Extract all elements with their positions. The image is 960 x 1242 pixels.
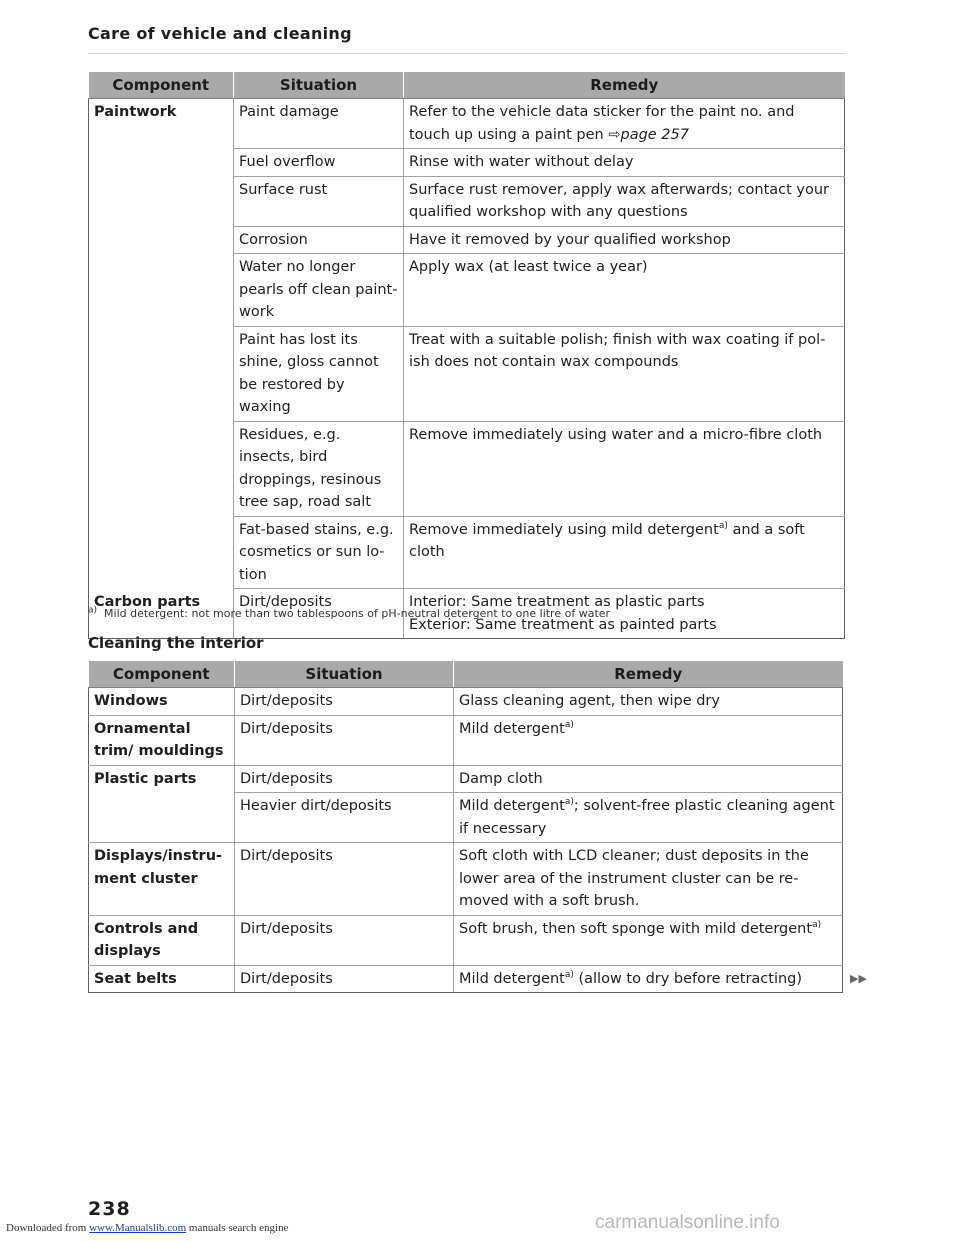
component-windows: Windows: [89, 688, 235, 716]
remedy-text: Mild detergent: [459, 720, 565, 737]
situation-cell: Fat-based stains, e.g. cosmetics or sun lotion: [234, 516, 404, 589]
remedy-text: and a soft cloth: [409, 521, 805, 560]
situation-cell: Dirt/deposits: [235, 715, 454, 765]
remedy-line: Exterior: Same treatment as painted parts: [409, 616, 717, 633]
download-prefix: Downloaded from: [6, 1222, 90, 1234]
situation-cell: Water no longer pearls off clean paintwork: [234, 254, 404, 327]
remedy-cell: Treat with a suitable polish; finish with wax coating if polish does not contain wax compounds: [404, 326, 845, 421]
remedy-text: Mild detergent: [459, 798, 565, 814]
table-row: [89, 765, 843, 793]
footnote-ref: a): [564, 969, 574, 980]
page-ref-link[interactable]: page 257: [620, 126, 689, 143]
footnote: [88, 607, 610, 620]
remedy-text: (allow to dry before retracting): [573, 970, 803, 987]
remedy-cell: [454, 793, 843, 843]
remedy-text: Refer to the vehicle data sticker for the paint no. and touch up using a paint pen: [409, 104, 795, 143]
column-header-remedy: Remedy: [404, 72, 845, 99]
component-paintwork: Paintwork: [89, 99, 234, 589]
remedy-cell: [454, 915, 843, 965]
component-ornamental-trim: Ornamental trim/ mouldings: [89, 715, 235, 765]
manualslib-link[interactable]: www.Manualslib.com: [89, 1222, 187, 1234]
situation-cell: Paint damage: [234, 99, 404, 149]
download-suffix: manuals search engine: [186, 1222, 289, 1234]
situation-cell: Dirt/deposits: [235, 688, 454, 716]
watermark: carmanualsonline.info: [595, 1212, 780, 1233]
download-notice: [6, 1222, 288, 1234]
page-ref-arrow-icon: ⇨: [608, 126, 621, 143]
section-title: Cleaning the interior: [88, 634, 264, 652]
situation-cell: Surface rust: [234, 176, 404, 226]
table-row: [89, 99, 845, 149]
remedy-cell: Remove immediately using water and a micro-fibre cloth: [404, 421, 845, 516]
table-row: [89, 965, 843, 993]
situation-cell: Corrosion: [234, 226, 404, 254]
situation-cell: Dirt/deposits: [235, 765, 454, 793]
column-header-situation: Situation: [234, 72, 404, 99]
remedy-cell: Soft cloth with LCD cleaner; dust deposits in the lower area of the instrument cluster can be removed with a soft brush.: [454, 843, 843, 916]
remedy-cell: [454, 965, 843, 993]
component-controls: Controls and displays: [89, 915, 235, 965]
remedy-cell: Rinse with water without delay: [404, 149, 845, 177]
remedy-cell: [404, 99, 845, 149]
interior-table: [88, 661, 843, 993]
continue-arrow-icon: ▶▶: [850, 972, 867, 985]
footnote-text: Mild detergent: not more than two tablespoons of pH-neutral detergent to one litre of water: [104, 607, 611, 620]
situation-cell: Residues, e.g. insects, bird droppings, resinous tree sap, road salt: [234, 421, 404, 516]
situation-cell: Dirt/deposits: [235, 915, 454, 965]
component-displays: Displays/instrument cluster: [89, 843, 235, 916]
paintwork-table: [88, 72, 845, 639]
component-seat-belts: Seat belts: [89, 965, 235, 993]
remedy-cell: [404, 516, 845, 589]
situation-cell: Paint has lost its shine, gloss cannot be restored by waxing: [234, 326, 404, 421]
component-plastic-parts: Plastic parts: [89, 765, 235, 843]
footnote-ref: a): [564, 719, 574, 730]
situation-cell: Dirt/deposits: [234, 589, 404, 639]
page-header: Care of vehicle and cleaning: [88, 24, 846, 54]
situation-cell: Dirt/deposits: [235, 843, 454, 916]
column-header-component: Component: [89, 72, 234, 99]
table-header-row: [89, 661, 843, 688]
remedy-cell: [454, 715, 843, 765]
column-header-situation: Situation: [235, 661, 454, 688]
remedy-text: Soft brush, then soft sponge with mild detergent: [459, 920, 813, 937]
situation-cell: Fuel overflow: [234, 149, 404, 177]
table-row: [89, 688, 843, 716]
situation-cell: Heavier dirt/deposits: [235, 793, 454, 843]
remedy-text: Remove immediately using mild detergent: [409, 521, 719, 538]
table-row: [89, 715, 843, 765]
remedy-text: ; solvent-free plastic cleaning agent if necessary: [459, 798, 835, 837]
footnote-mark: a): [88, 605, 98, 616]
remedy-cell: Glass cleaning agent, then wipe dry: [454, 688, 843, 716]
remedy-cell: Damp cloth: [454, 765, 843, 793]
remedy-cell: Have it removed by your qualified workshop: [404, 226, 845, 254]
column-header-component: Component: [89, 661, 235, 688]
footnote-ref: a): [564, 797, 574, 808]
remedy-text: Mild detergent: [459, 970, 565, 987]
table-header-row: [89, 72, 845, 99]
remedy-cell: Surface rust remover, apply wax afterwards; contact your qualified workshop with any questions: [404, 176, 845, 226]
component-carbon-parts: Carbon parts: [89, 589, 234, 639]
remedy-cell: Apply wax (at least twice a year): [404, 254, 845, 327]
situation-cell: Dirt/deposits: [235, 965, 454, 993]
page-number: 238: [88, 1198, 131, 1220]
column-header-remedy: Remedy: [454, 661, 843, 688]
footnote-ref: a): [718, 520, 728, 531]
table-row: [89, 843, 843, 916]
table-row: [89, 915, 843, 965]
footnote-ref: a): [812, 919, 822, 930]
remedy-line: Interior: Same treatment as plastic parts: [409, 594, 705, 610]
